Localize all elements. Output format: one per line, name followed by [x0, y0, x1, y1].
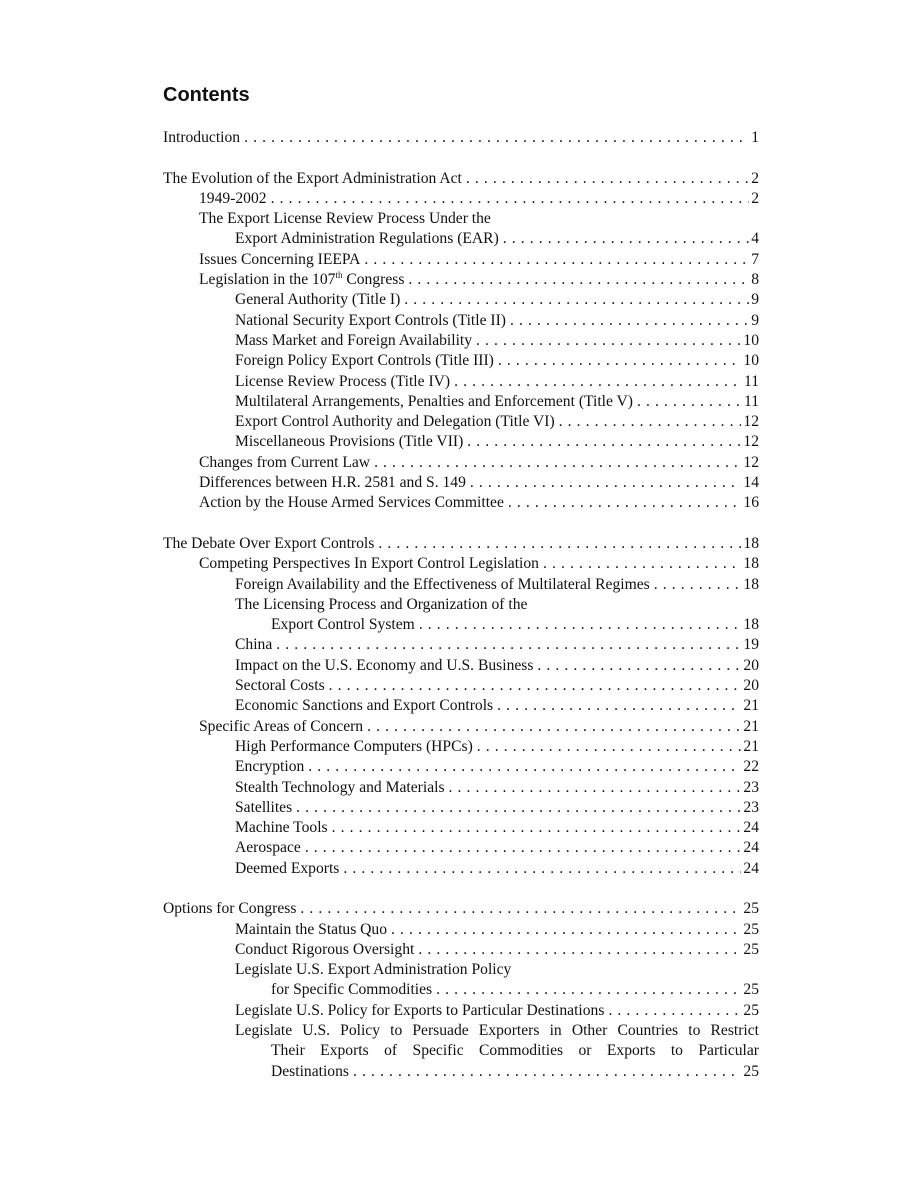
toc-entry-title-6[interactable]: Export Control Authority and Delegation (Title VI) . . . 12: [163, 412, 759, 432]
toc-entry-title-2[interactable]: National Security Export Controls (Title II) . . . 9: [163, 311, 759, 331]
toc-entry-persuade-line1[interactable]: Legislate U.S. Policy to Persuade Exporters in Other Countries to Restrict: [235, 1022, 759, 1040]
toc-entry-title-3[interactable]: Foreign Policy Export Controls (Title III) . . . 10: [163, 351, 759, 371]
toc-entry-specific-commodities[interactable]: for Specific Commodities . . . 25: [163, 980, 759, 1000]
toc-entry-title-5[interactable]: Multilateral Arrangements, Penalties and Enforcement (Title V) . . . 11: [163, 392, 759, 412]
toc-entry-title-7[interactable]: Miscellaneous Provisions (Title VII) . . . 12: [163, 432, 759, 452]
toc-entry-options[interactable]: Options for Congress . . . 25: [163, 899, 759, 919]
toc-entry-competing[interactable]: Competing Perspectives In Export Control Legislation . . . 18: [163, 554, 759, 574]
toc-entry-legislate-destinations[interactable]: Legislate U.S. Policy for Exports to Particular Destinations . . . 25: [163, 1001, 759, 1021]
toc-entry-license-review-ear[interactable]: Export Administration Regulations (EAR) . . . 4: [163, 229, 759, 249]
toc-entry-status-quo[interactable]: Maintain the Status Quo . . . 25: [163, 920, 759, 940]
page-title: Contents: [163, 84, 250, 106]
toc-entry-encryption[interactable]: Encryption . . . 22: [163, 757, 759, 777]
toc-entry-hpc[interactable]: High Performance Computers (HPCs) . . . 21: [163, 737, 759, 757]
toc-entry-ieepa[interactable]: Issues Concerning IEEPA . . . 7: [163, 250, 759, 270]
toc-entry-stealth[interactable]: Stealth Technology and Materials . . . 23: [163, 778, 759, 798]
toc-entry-debate[interactable]: The Debate Over Export Controls . . . 18: [163, 534, 759, 554]
toc-entry-title-4[interactable]: License Review Process (Title IV) . . . 11: [163, 372, 759, 392]
toc-entry-foreign-availability[interactable]: Foreign Availability and the Effectiveness of Multilateral Regimes . . . 18: [163, 575, 759, 595]
toc-entry-aerospace[interactable]: Aerospace . . . 24: [163, 838, 759, 858]
toc-entry-persuade-line2[interactable]: Their Exports of Specific Commodities or Exports to Particular: [271, 1042, 759, 1060]
toc-entry-machine-tools[interactable]: Machine Tools . . . 24: [163, 818, 759, 838]
table-of-contents: [163, 128, 759, 1082]
toc-entry-legislate-admin-line1[interactable]: Legislate U.S. Export Administration Policy: [235, 961, 512, 979]
toc-entry-hasc[interactable]: Action by the House Armed Services Committee . . . 16: [163, 493, 759, 513]
toc-entry-license-review-line1[interactable]: The Export License Review Process Under the: [199, 210, 491, 228]
toc-entry-evolution[interactable]: The Evolution of the Export Administration Act . . . 2: [163, 169, 759, 189]
toc-entry-changes[interactable]: Changes from Current Law . . . 12: [163, 453, 759, 473]
toc-entry-licensing-line1[interactable]: The Licensing Process and Organization of the: [235, 595, 528, 613]
toc-entry-china[interactable]: China . . . 19: [163, 635, 759, 655]
toc-entry-impact[interactable]: Impact on the U.S. Economy and U.S. Business . . . 20: [163, 656, 759, 676]
toc-entry-differences[interactable]: Differences between H.R. 2581 and S. 149 . . . 14: [163, 473, 759, 493]
toc-entry-1949-2002[interactable]: 1949-2002 . . . 2: [163, 189, 759, 209]
toc-entry-mass-market[interactable]: Mass Market and Foreign Availability . . . 10: [163, 331, 759, 351]
toc-entry-legislation-107th[interactable]: Legislation in the 107th Congress . . . 8: [163, 270, 759, 290]
toc-entry-specific-areas[interactable]: Specific Areas of Concern . . . 21: [163, 717, 759, 737]
toc-entry-title-1[interactable]: General Authority (Title I) . . . 9: [163, 290, 759, 310]
contents-page: [163, 82, 759, 1082]
toc-entry-export-control-system[interactable]: Export Control System . . . 18: [163, 615, 759, 635]
toc-entry-oversight[interactable]: Conduct Rigorous Oversight . . . 25: [163, 940, 759, 960]
toc-entry-deemed-exports[interactable]: Deemed Exports . . . 24: [163, 859, 759, 879]
toc-entry-sanctions[interactable]: Economic Sanctions and Export Controls . . . 21: [163, 696, 759, 716]
toc-entry-persuade-destinations[interactable]: Destinations . . . 25: [163, 1062, 759, 1082]
toc-entry-introduction[interactable]: Introduction . . . 1: [163, 128, 759, 148]
toc-entry-satellites[interactable]: Satellites . . . 23: [163, 798, 759, 818]
toc-entry-sectoral[interactable]: Sectoral Costs . . . 20: [163, 676, 759, 696]
